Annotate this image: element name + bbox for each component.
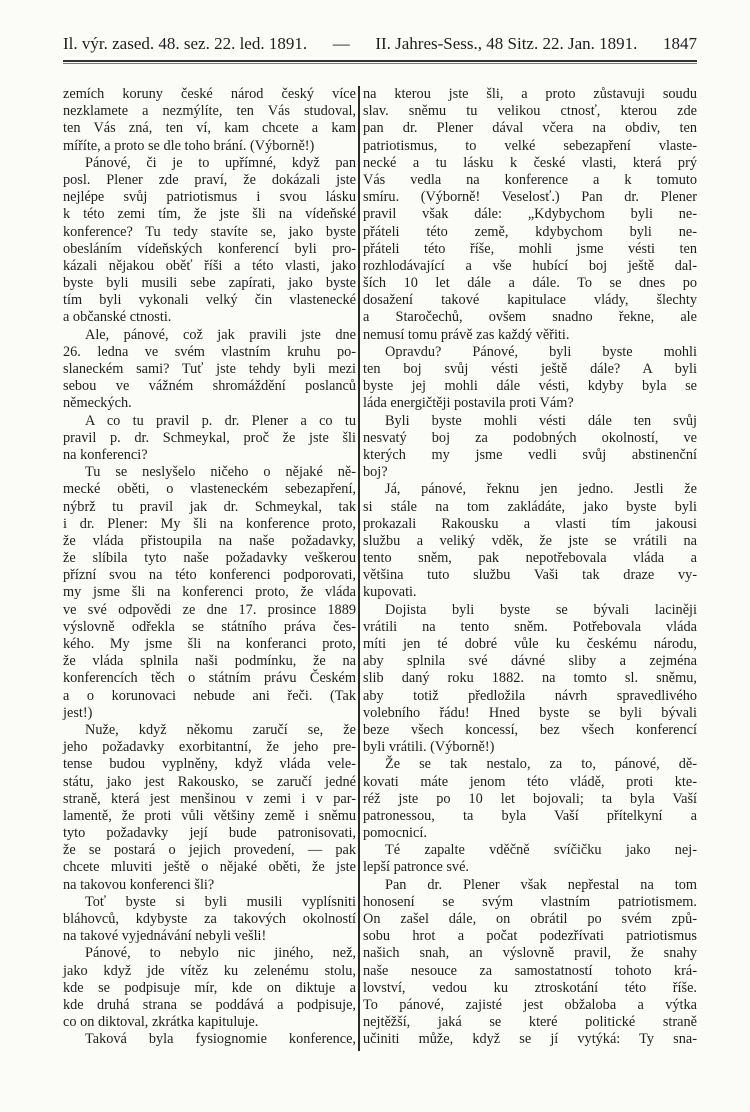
text-line: pravil však dále: „Kdybychom byli ne- (363, 206, 697, 223)
text-line: na konferenci? (63, 446, 148, 463)
text-line: Opravdu? Pánové, byli byste mohli (385, 343, 697, 360)
text-line: To pánové, zajisté jest obžaloba a výtka (363, 996, 697, 1013)
text-line: kde druhá strana se poddává a podpisuje, (63, 996, 356, 1013)
text-line: rozhlodávající a vše hubící boj ještě dal- (363, 257, 697, 274)
text-line: Byli byste mohli vésti dále ten svůj (385, 412, 697, 429)
text-line: byste byli musili sebe zapírati, jako byste (63, 275, 356, 292)
text-line: Té zapalte vděčně svíčičku jako nej- (385, 842, 697, 859)
header-dash: — (332, 34, 350, 53)
text-line: patriotismus, to velké sebezapření vlaste- (363, 137, 697, 154)
text-line: nezklamete a nezmýlíte, ten Vás studoval, (63, 103, 356, 120)
left-column (63, 86, 356, 1049)
text-line: konference? Tu tedy stavíte se, jako byste (63, 223, 356, 240)
text-line: A co tu pravil p. dr. Plener a co tu (85, 412, 356, 429)
text-line: že se postará o jejich provedení, — pak (63, 842, 356, 859)
text-line: slaneckém sami? Tuť jste tehdy byli mezi (63, 361, 356, 377)
page-number: 1847 (662, 34, 697, 53)
text-line: Pánové, to nebylo nic jiného, než, (85, 945, 356, 962)
text-line: kého. My jsme šli na konferanci proto, (63, 636, 356, 652)
text-line: pan dr. Plener dával včera na obdiv, ten (363, 120, 697, 137)
text-line: Ale, pánové, což jak pravili jste dne (85, 326, 356, 343)
text-line: prokazali Rakousku a vlasti tím jakousi (363, 515, 697, 532)
text-line: my jsme šli na konferenci proto, že vláda (63, 584, 356, 601)
header-german-session: II. Jahres-Sess., 48 Sitz. 22. Jan. 1891. (375, 34, 638, 53)
text-line: k této zemi tím, že jste šli na vídeňské (63, 206, 356, 223)
header-rule-thin (63, 63, 697, 64)
text-line: Toť byste si byli musili vyplísniti (85, 893, 356, 910)
text-line: vrátili na tento sněm. Potřebovala vláda (363, 618, 697, 635)
text-line: láda energičtěji postavila proti Vám? (363, 395, 574, 412)
text-line: německých. (63, 395, 132, 412)
text-line: přáteli této země, kdybychom byli ne- (363, 223, 697, 240)
text-line: réž jste po 10 let bojovali; ta byla Vaší (363, 790, 697, 807)
text-line: a občanské ctnosti. (63, 309, 172, 326)
text-line: boj? (363, 464, 388, 481)
text-line: lepší patronce své. (363, 859, 469, 876)
text-line: ších 10 let dále a dále. To se dnes po (363, 275, 697, 292)
text-line: míříte, a proto se dle toho brání. (Výborně!) (63, 137, 315, 154)
running-header (63, 34, 697, 56)
text-line: státu, jako jest Rakousko, se zaručí jedné (63, 773, 356, 790)
text-line: výslovně odřekla se státního práva čes- (63, 618, 356, 635)
text-line: posl. Plener zde praví, že dokázali jste (63, 171, 356, 188)
text-line: Pan dr. Plener však nepřestal na tom (385, 876, 697, 893)
text-line: jeho požadavky exorbitantní, že jeho pre- (63, 739, 356, 756)
text-line: že vláda přistoupila na naše požadavky, (63, 532, 356, 549)
text-line: tense budou vyplněny, když vláda vele- (63, 756, 356, 773)
text-line: našich snah, an výslovně pravil, že snahy (363, 945, 697, 962)
text-line: volebního řádu! Hned byste se byli bývali (363, 704, 697, 721)
text-line: lamentě, že proti vůli většiny země i sněmu (63, 807, 356, 824)
text-line: kovati máte jenom této vládě, proti kte- (363, 773, 697, 790)
text-line: Pánové, či je to upřímné, když pan (85, 154, 356, 171)
text-line: honosení se svým vlastním patriotismem. (363, 893, 697, 910)
text-line: smíru. (Výborně! Veselosť.) Pan dr. Plener (363, 189, 697, 206)
text-line: na takové vyjednávání nebyli vešli! (63, 928, 267, 945)
text-line: tyto požadavky její bude patronisovati, (63, 825, 356, 842)
text-line: sebou ve vážném shromáždění poslanců (63, 378, 356, 395)
text-line: co on diktoval, zkrátka kapituluje. (63, 1014, 259, 1031)
text-line: naše nesouce za samostatností tohoto krá- (363, 962, 697, 979)
text-line: lovství, vedou ku ztroskotání této říše. (363, 979, 697, 996)
text-line: kde se podpisuje mír, kde on diktuje a (63, 979, 356, 996)
text-line: že vláda splnila naši podmínku, že na (63, 653, 356, 670)
text-line: sobu hrot a počat podezřívati patriotismus (363, 928, 697, 945)
text-line: konferencích těch o státním právu Českém (63, 670, 356, 687)
text-line: byste jej mohli dále vésti, kdyby byla se (363, 378, 697, 395)
text-line: straně, která jest menšinou v zemi i v par- (63, 790, 356, 807)
text-line: aby splnila své dávné sliby a zejména (363, 653, 697, 670)
text-line: si stále na tom zakládáte, jako byste byli (363, 498, 697, 515)
text-line: jako když jde vítěz ku zelenému stolu, (63, 962, 356, 979)
text-line: i dr. Plener: My šli na konference proto, (63, 515, 356, 532)
text-line: Nuže, když někomu zaručí se, že (85, 721, 356, 738)
text-line: nejtěžší, jaká se které politické straně (363, 1014, 697, 1031)
text-line: ten boj svůj vésti ještě dále? A byli (363, 361, 697, 377)
text-line: přáteli této říše, mohli jsme vésti ten (363, 240, 697, 257)
text-line: ten Vás zná, ten ví, kam chcete a kam (63, 120, 356, 137)
header-czech-session: Il. výr. zased. 48. sez. 22. led. 1891. (63, 34, 308, 53)
text-line: na kterou jste šli, a proto zůstavuji soudu (363, 86, 697, 102)
text-line: Tu se neslyšelo ničeho o nějaké ně- (85, 464, 356, 481)
text-line: kterých my jsme vedli svůj abstinenční (363, 446, 697, 463)
column-divider (358, 86, 360, 1051)
text-line: nýbrž tu pravil jak dr. Schmeykal, tak (63, 498, 356, 515)
text-line: většina tuto službu Vaši tak draze vy- (363, 567, 697, 584)
text-line: obesláním vídeňských konferencí byli pro- (63, 240, 356, 257)
text-line: nejlépe svůj patriotismus i svou lásku (63, 189, 356, 206)
text-line: zemích koruny české národ český více (63, 86, 356, 102)
text-line: necké a tu lásku k české vlasti, která prý (363, 154, 697, 171)
right-column (363, 86, 697, 1049)
text-line: pravil p. dr. Schmeykal, proč že jste šli (63, 429, 356, 446)
text-line: byli vrátili. (Výborně!) (363, 739, 495, 756)
text-line: ve své odpovědi ze dne 17. prosince 1889 (63, 601, 356, 618)
text-line: míti jen té dobré vůle ku českému národu, (363, 636, 697, 652)
text-line: Taková byla fysiognomie konference, (85, 1031, 356, 1048)
text-line: jest!) (63, 704, 93, 721)
text-line: kázali nějakou oběť říši a této vlasti, jako (63, 257, 356, 274)
text-line: dosažení takové kapitulace vlády, šlechty (363, 292, 697, 309)
text-line: a o korunovaci nebude ani řeči. (Tak (63, 687, 356, 704)
text-line: kupovati. (363, 584, 417, 601)
text-line: tento sněm, pak nepotřebovala vláda a (363, 550, 697, 567)
text-line: On zašel dále, on obrátil po svém způ- (363, 911, 697, 927)
text-line: aby totiž předložila návrh spravedlivého (363, 687, 697, 704)
text-line: 26. ledna ve svém vlastním kruhu po- (63, 343, 356, 360)
text-line: tím byli vykonali velký čin vlastenecké (63, 292, 356, 309)
text-line: nesvatý boj za podobných okolností, ve (363, 429, 697, 446)
text-line: pomocnicí. (363, 825, 427, 842)
text-line: bláhovců, kdybyste za takových okolností (63, 911, 356, 927)
header-rule (63, 60, 697, 62)
text-line: nemusí tomu právě zas každý věřiti. (363, 326, 570, 343)
text-line: na takovou konferenci šli? (63, 876, 215, 893)
text-line: chcete mluviti ještě o nějaké oběti, že jste (63, 859, 356, 876)
text-line: přízní svou na této konferenci podporovati, (63, 567, 356, 584)
text-line: Že se tak nestalo, za to, pánové, dě- (385, 756, 697, 773)
text-line: a Staročechů, ovšem snadno řekne, ale (363, 309, 697, 326)
text-line: Dojista byli byste se bývali laciněji (385, 601, 697, 618)
text-line: že slíbila tyto naše požadavky veškerou (63, 550, 356, 567)
text-line: učiniti může, když se jí vytýká: Ty sna- (363, 1031, 697, 1048)
text-line: slav. sněmu tu velikou ctnosť, kterou zde (363, 103, 697, 120)
text-line: mecké oběti, o vlasteneckém sebezapření, (63, 481, 356, 498)
text-line: Vás vedla na konference a k tomuto (363, 171, 697, 188)
text-line: službu a veliký vděk, že jste se vrátili na (363, 532, 697, 549)
text-line: Já, pánové, řeknu jen jedno. Jestli že (385, 481, 697, 498)
text-line: patronessou, ta byla Vaší přítelkyní a (363, 807, 697, 824)
text-line: slib daný roku 1882. na tomto sl. sněmu, (363, 670, 697, 687)
text-line: beze všech koncessí, bez všech konferencí (363, 721, 697, 738)
